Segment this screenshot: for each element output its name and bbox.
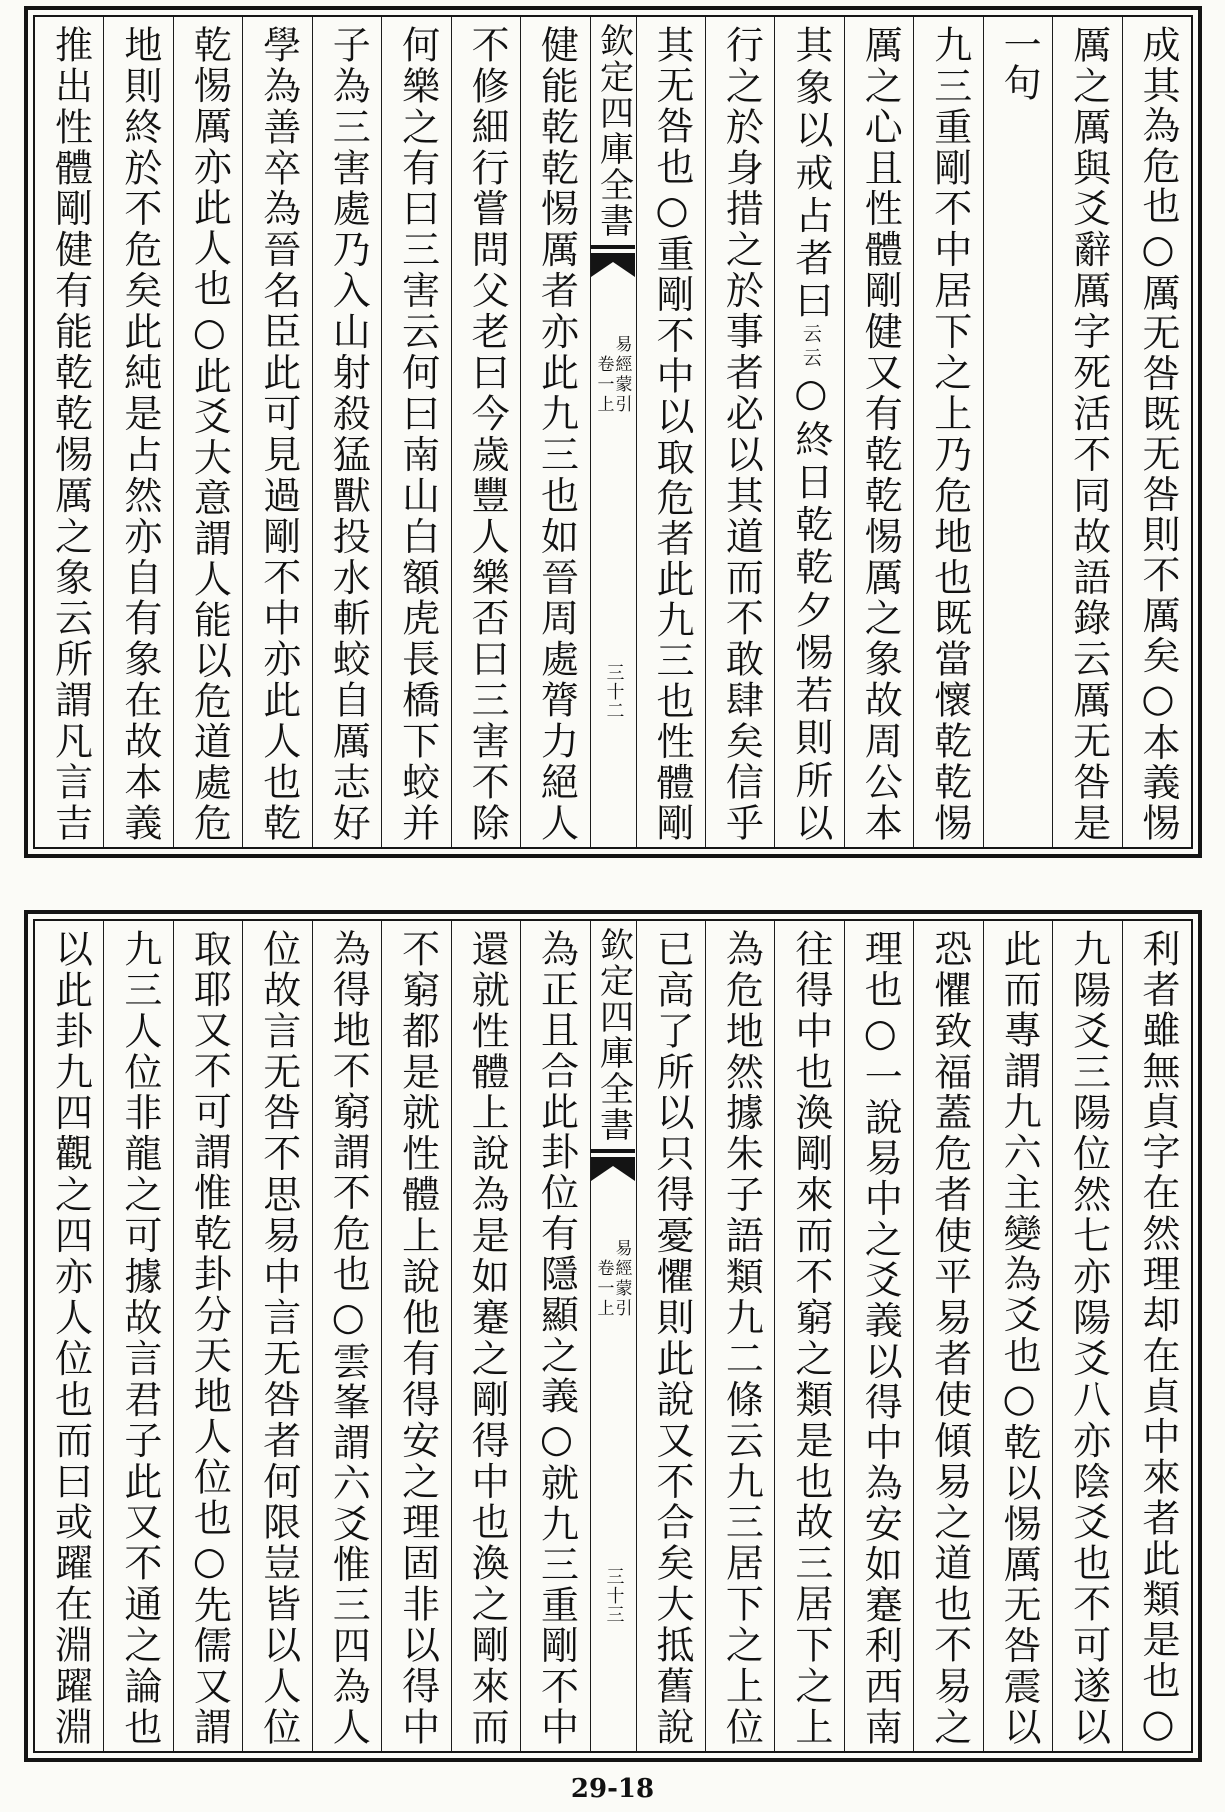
fish-tail-mark bbox=[591, 1149, 635, 1183]
text-column: 成其為危也○厲无咎既无咎則不厲矣○本義惕 bbox=[1122, 17, 1191, 847]
text-column: 理也○一說易中之爻義以得中為安如蹇利西南 bbox=[844, 921, 913, 1751]
text-column: 推出性體剛健有能乾乾惕厲之象云所謂凡言吉 bbox=[48, 25, 93, 841]
fold-column bbox=[590, 921, 636, 1751]
text-column: 恐懼致福蓋危者使平易者使傾易之道也不易之 bbox=[913, 921, 982, 1751]
text-column: 地則終於不危矣此純是占然亦自有象在故本義 bbox=[103, 17, 172, 847]
text-column: 以此卦九四觀之四亦人位也而曰或躍在淵躍淵 bbox=[48, 929, 93, 1745]
text-column-with-note bbox=[774, 17, 843, 847]
interlinear-note: 云云 bbox=[799, 323, 822, 371]
text-column: 其无咎也○重剛不中以取危者此九三也性體剛 bbox=[636, 17, 705, 847]
page-panel-bottom bbox=[24, 910, 1202, 1762]
text-column: 位故言无咎不思易中言无咎者何限豈皆以人位 bbox=[242, 921, 311, 1751]
text-column: 此而專謂九六主變為爻也○乾以惕厲无咎震以 bbox=[983, 921, 1052, 1751]
series-title: 欽定四庫全書 bbox=[593, 23, 634, 239]
text-frame bbox=[33, 15, 1193, 849]
text-column: 行之於身措之於事者必以其道而不敢肆矣信乎 bbox=[705, 17, 774, 847]
text-column: 九三人位非龍之可據故言君子此又不通之論也 bbox=[103, 921, 172, 1751]
text-column: 九三重剛不中居下之上乃危地也既當懷乾乾惕 bbox=[913, 17, 982, 847]
book-title: 易經蒙引 bbox=[611, 335, 632, 415]
text-column: 子為三害處乃入山射殺猛獸投水斬蛟自厲志好 bbox=[312, 17, 381, 847]
fold-column bbox=[590, 17, 636, 847]
text-column: 乾惕厲亦此人也○此爻大意謂人能以危道處危 bbox=[173, 17, 242, 847]
text-column: 厲之厲與爻辭厲字死活不同故語錄云厲无咎是 bbox=[1052, 17, 1121, 847]
text-column: 還就性體上說為是如蹇之剛得中也渙之剛來而 bbox=[451, 921, 520, 1751]
text-column: 九陽爻三陽位然七亦陽爻八亦陰爻也不可遂以 bbox=[1052, 921, 1121, 1751]
volume-label: 卷一上 bbox=[593, 1259, 614, 1319]
text-column: 厲之心且性體剛健又有乾乾惕厲之象故周公本 bbox=[844, 17, 913, 847]
page-label: 29-18 bbox=[570, 1774, 655, 1804]
text-column: 取耶又不可謂惟乾卦分天地人位也○先儒又謂 bbox=[173, 921, 242, 1751]
text-column: 不窮都是就性體上說他有得安之理固非以得中 bbox=[381, 921, 450, 1751]
text-column: 為得地不窮謂不危也○雲峯謂六爻惟三四為人 bbox=[312, 921, 381, 1751]
column-text: ○終日乾乾夕惕若則所以 bbox=[788, 370, 833, 842]
text-column: 已高了所以只得憂懼則此說又不合矣大抵舊說 bbox=[636, 921, 705, 1751]
page-panel-top bbox=[24, 6, 1202, 858]
volume-label: 卷一上 bbox=[593, 355, 614, 415]
text-column: 為危地然據朱子語類九二條云九三居下之上位 bbox=[705, 921, 774, 1751]
text-column: 健能乾乾惕厲者亦此九三也如晉周處膂力絕人 bbox=[520, 17, 589, 847]
text-column: 為正且合此卦位有隱顯之義○就九三重剛不中 bbox=[520, 921, 589, 1751]
book-title: 易經蒙引 bbox=[611, 1239, 632, 1319]
column-text: 其象以戒占者曰 bbox=[788, 25, 833, 324]
text-column: 利者雖無貞字在然理却在貞中來者此類是也○ bbox=[1122, 921, 1191, 1751]
leaf-number: 三十三 bbox=[603, 1567, 625, 1624]
text-column: 往得中也渙剛來而不窮之類是也故三居下之上 bbox=[774, 921, 843, 1751]
leaf-number: 三十二 bbox=[603, 663, 625, 720]
text-column: 一句 bbox=[983, 17, 1052, 847]
series-title: 欽定四庫全書 bbox=[593, 927, 634, 1143]
text-frame bbox=[33, 919, 1193, 1753]
fish-tail-mark bbox=[591, 245, 635, 279]
text-column: 不修細行嘗問父老曰今歲豐人樂否曰三害不除 bbox=[451, 17, 520, 847]
text-column: 學為善卒為晉名臣此可見過剛不中亦此人也乾 bbox=[242, 17, 311, 847]
text-column: 何樂之有曰三害云何曰南山白額虎長橋下蛟并 bbox=[381, 17, 450, 847]
